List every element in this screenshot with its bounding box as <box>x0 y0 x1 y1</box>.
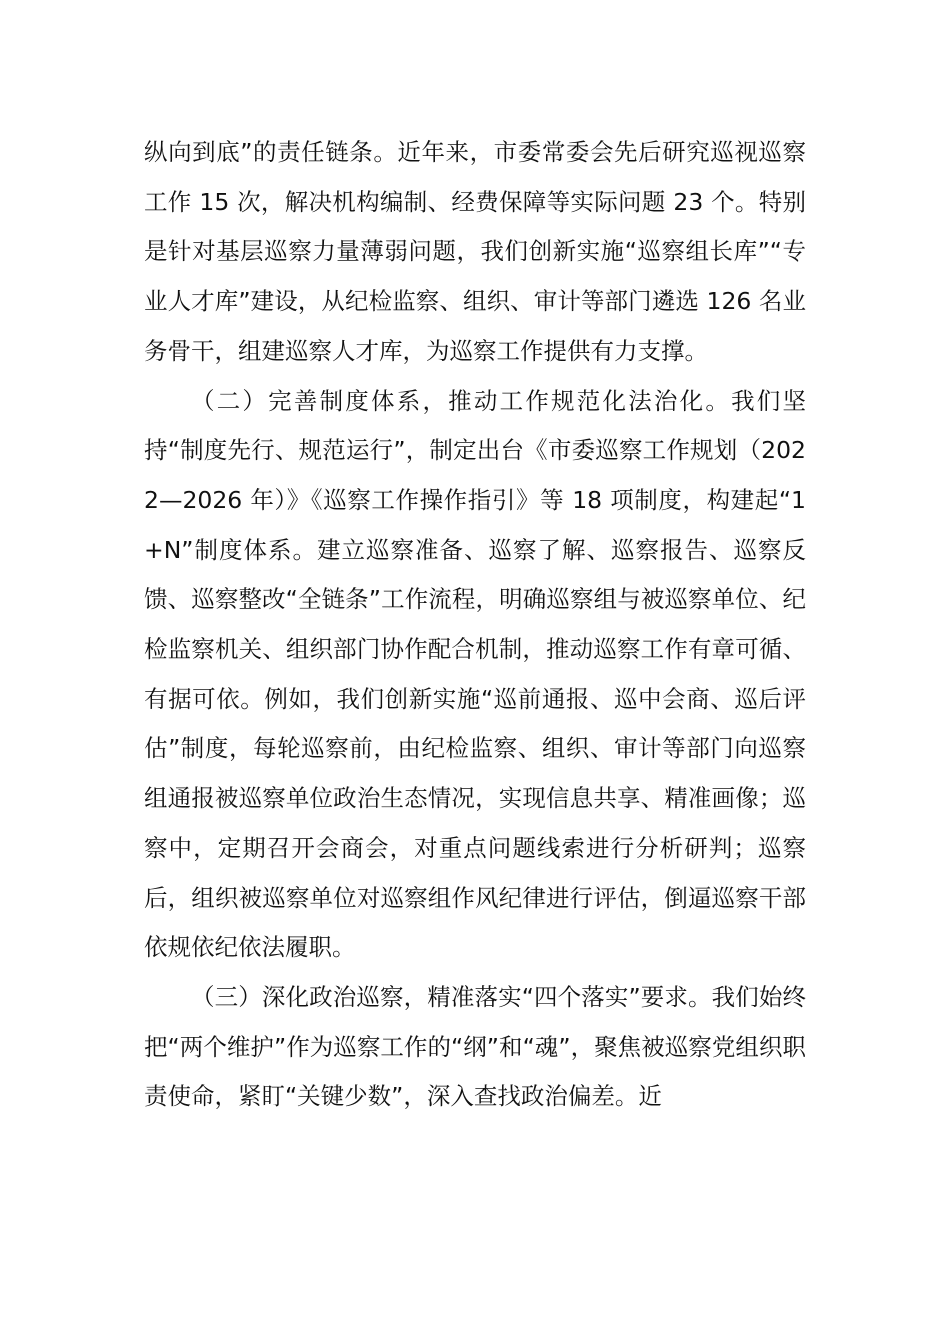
paragraph-section-two: （二）完善制度体系，推动工作规范化法治化。我们坚持“制度先行、规范运行”，制定出台《市委巡察工作规划（2022—2026 年）》《巡察工作操作指引》等 18 项制度，构建起“1+N”制度体系。建立巡察准备、巡察了解、巡察报告、巡察反馈、巡察整改“全链条”工作流程，明确巡察组与被巡察单位、纪检监察机关、组织部门协作配合机制，推动巡察工作有章可循、有据可依。例如，我们创新实施“巡前通报、巡中会商、巡后评估”制度，每轮巡察前，由纪检监察、组织、审计等部门向巡察组通报被巡察单位政治生态情况，实现信息共享、精准画像；巡察中，定期召开会商会，对重点问题线索进行分析研判；巡察后，组织被巡察单位对巡察组作风纪律进行评估，倒逼巡察干部依规依纪依法履职。 <box>144 386 806 962</box>
paragraph-section-three: （三）深化政治巡察，精准落实“四个落实”要求。我们始终把“两个维护”作为巡察工作的“纲”和“魂”，聚焦被巡察党组织职责使命，紧盯“关键少数”，深入查找政治偏差。近 <box>144 982 806 1111</box>
paragraph-continuation: 纵向到底”的责任链条。近年来，市委常委会先后研究巡视巡察工作 15 次，解决机构编制、经费保障等实际问题 23 个。特别是针对基层巡察力量薄弱问题，我们创新实施“巡察组长库”“专业人才库”建设，从纪检监察、组织、审计等部门遴选 126 名业务骨干，组建巡察人才库，为巡察工作提供有力支撑。 <box>144 138 806 365</box>
document-body <box>144 128 806 1122</box>
